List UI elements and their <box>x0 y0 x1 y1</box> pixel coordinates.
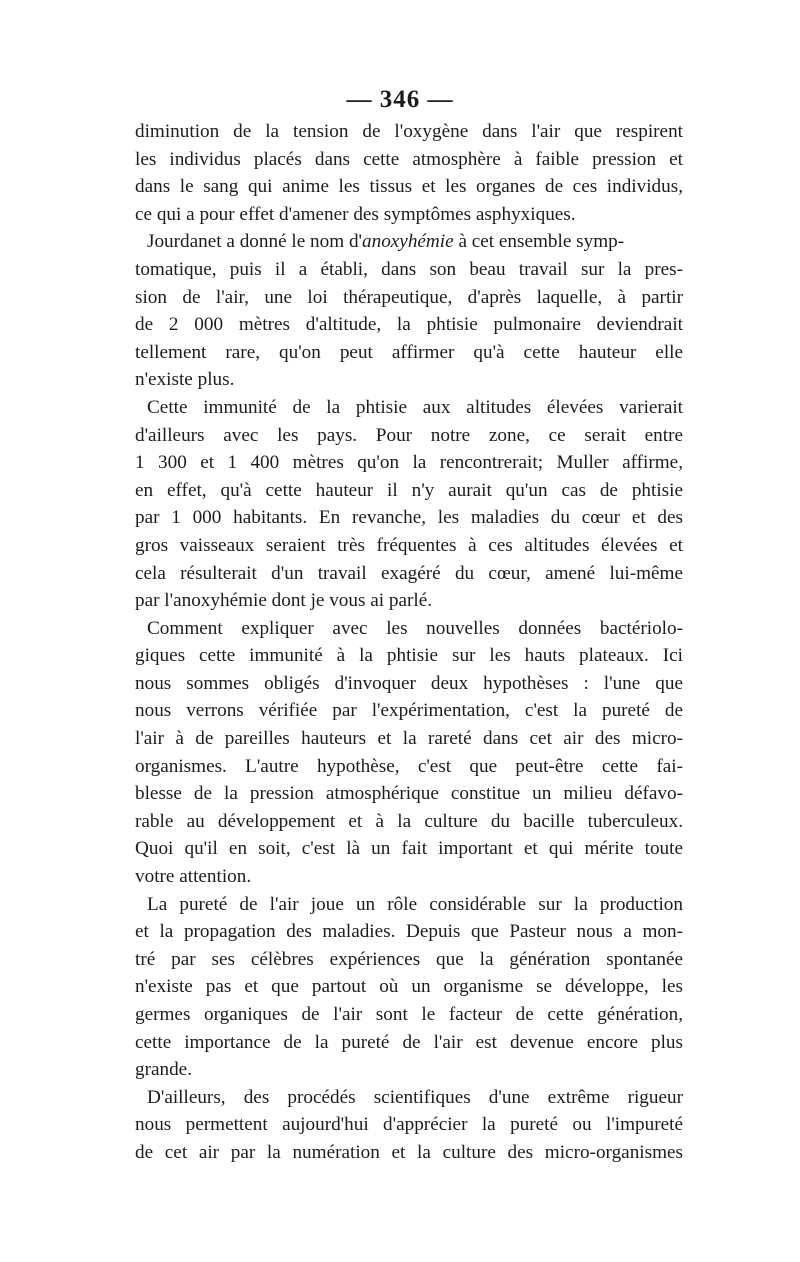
text-line: germes organiques de l'air sont le facteur de cette génération, <box>135 1004 683 1025</box>
text-line: nous sommes obligés d'invoquer deux hypothèses : l'une que <box>135 672 683 694</box>
text-line: de cet air par la numération et la culture des micro-organismes <box>135 1141 683 1163</box>
text-line: diminution de la tension de l'oxygène dans l'air que respirent <box>135 121 683 142</box>
text-line: n'existe pas et que partout où un organisme se développe, les <box>135 976 683 998</box>
text-line: les individus placés dans cette atmosphère à faible pression et <box>135 148 683 170</box>
text-line: et la propagation des maladies. Depuis que Pasteur nous a mon- <box>135 921 683 943</box>
text-line: 1 300 et 1 400 mètres qu'on la rencontrerait; Muller affirme, <box>135 452 683 474</box>
text-line: ce qui a pour effet d'amener des symptômes asphyxiques. <box>135 203 576 225</box>
text-line: d'ailleurs avec les pays. Pour notre zone, ce serait entre <box>135 424 683 446</box>
paragraph <box>135 228 683 394</box>
text-line: nous permettent aujourd'hui d'apprécier la pureté ou l'impureté <box>135 1114 683 1136</box>
paragraph <box>135 118 683 228</box>
paragraph <box>135 615 683 891</box>
text-line: tomatique, puis il a établi, dans son beau travail sur la pres- <box>135 258 683 280</box>
paragraph <box>135 891 683 1084</box>
page-number: — 346 — <box>346 86 454 113</box>
text-line: par l'anoxyhémie dont je vous ai parlé. <box>135 590 433 612</box>
text-line: de 2 000 mètres d'altitude, la phtisie pulmonaire deviendrait <box>135 314 683 336</box>
text-line: l'air à de pareilles hauteurs et la rareté dans cet air des micro- <box>135 728 683 750</box>
text-line: Jourdanet a donné le nom d'anoxyhémie à cet ensemble symp- <box>147 231 625 253</box>
text-line: dans le sang qui anime les tissus et les organes de ces individus, <box>135 176 683 198</box>
text-line: cela résulterait d'un travail exagéré du cœur, amené lui-même <box>135 562 683 584</box>
text-line: organismes. L'autre hypothèse, c'est que peut-être cette fai- <box>135 755 683 777</box>
text-line: par 1 000 habitants. En revanche, les maladies du cœur et des <box>135 507 683 529</box>
paragraph <box>135 394 683 615</box>
paragraph <box>135 1084 683 1167</box>
text-line: Quoi qu'il en soit, c'est là un fait important et qui mérite toute <box>135 838 683 860</box>
text-line: nous verrons vérifiée par l'expérimentation, c'est la pureté de <box>135 700 683 722</box>
text-line: gros vaisseaux seraient très fréquentes à ces altitudes élevées et <box>135 534 683 556</box>
text-line: giques cette immunité à la phtisie sur les hauts plateaux. Ici <box>135 645 683 667</box>
text-line: grande. <box>135 1059 193 1081</box>
text-line: en effet, qu'à cette hauteur il n'y aurait qu'un cas de phtisie <box>135 479 683 501</box>
text-line: cette importance de la pureté de l'air est devenue encore plus <box>135 1031 683 1053</box>
text-line: Cette immunité de la phtisie aux altitudes élevées varierait <box>147 396 683 418</box>
text-line: rable au développement et à la culture du bacille tuberculeux. <box>135 810 683 832</box>
body-text <box>135 118 683 1167</box>
text-line: votre attention. <box>135 866 252 888</box>
text-line: Comment expliquer avec les nouvelles données bactériolo- <box>147 617 683 639</box>
text-line: tré par ses célèbres expériences que la génération spontanée <box>135 948 683 970</box>
text-line: sion de l'air, une loi thérapeutique, d'après laquelle, à partir <box>135 286 683 308</box>
text-line: D'ailleurs, des procédés scientifiques d'une extrême rigueur <box>147 1086 683 1108</box>
text-line: tellement rare, qu'on peut affirmer qu'à cette hauteur elle <box>135 341 683 363</box>
text-line: La pureté de l'air joue un rôle considérable sur la production <box>147 893 683 915</box>
text-line: blesse de la pression atmosphérique constitue un milieu défavo- <box>135 783 683 805</box>
italic-term: anoxyhémie <box>362 231 454 253</box>
text-line: n'existe plus. <box>135 369 235 391</box>
